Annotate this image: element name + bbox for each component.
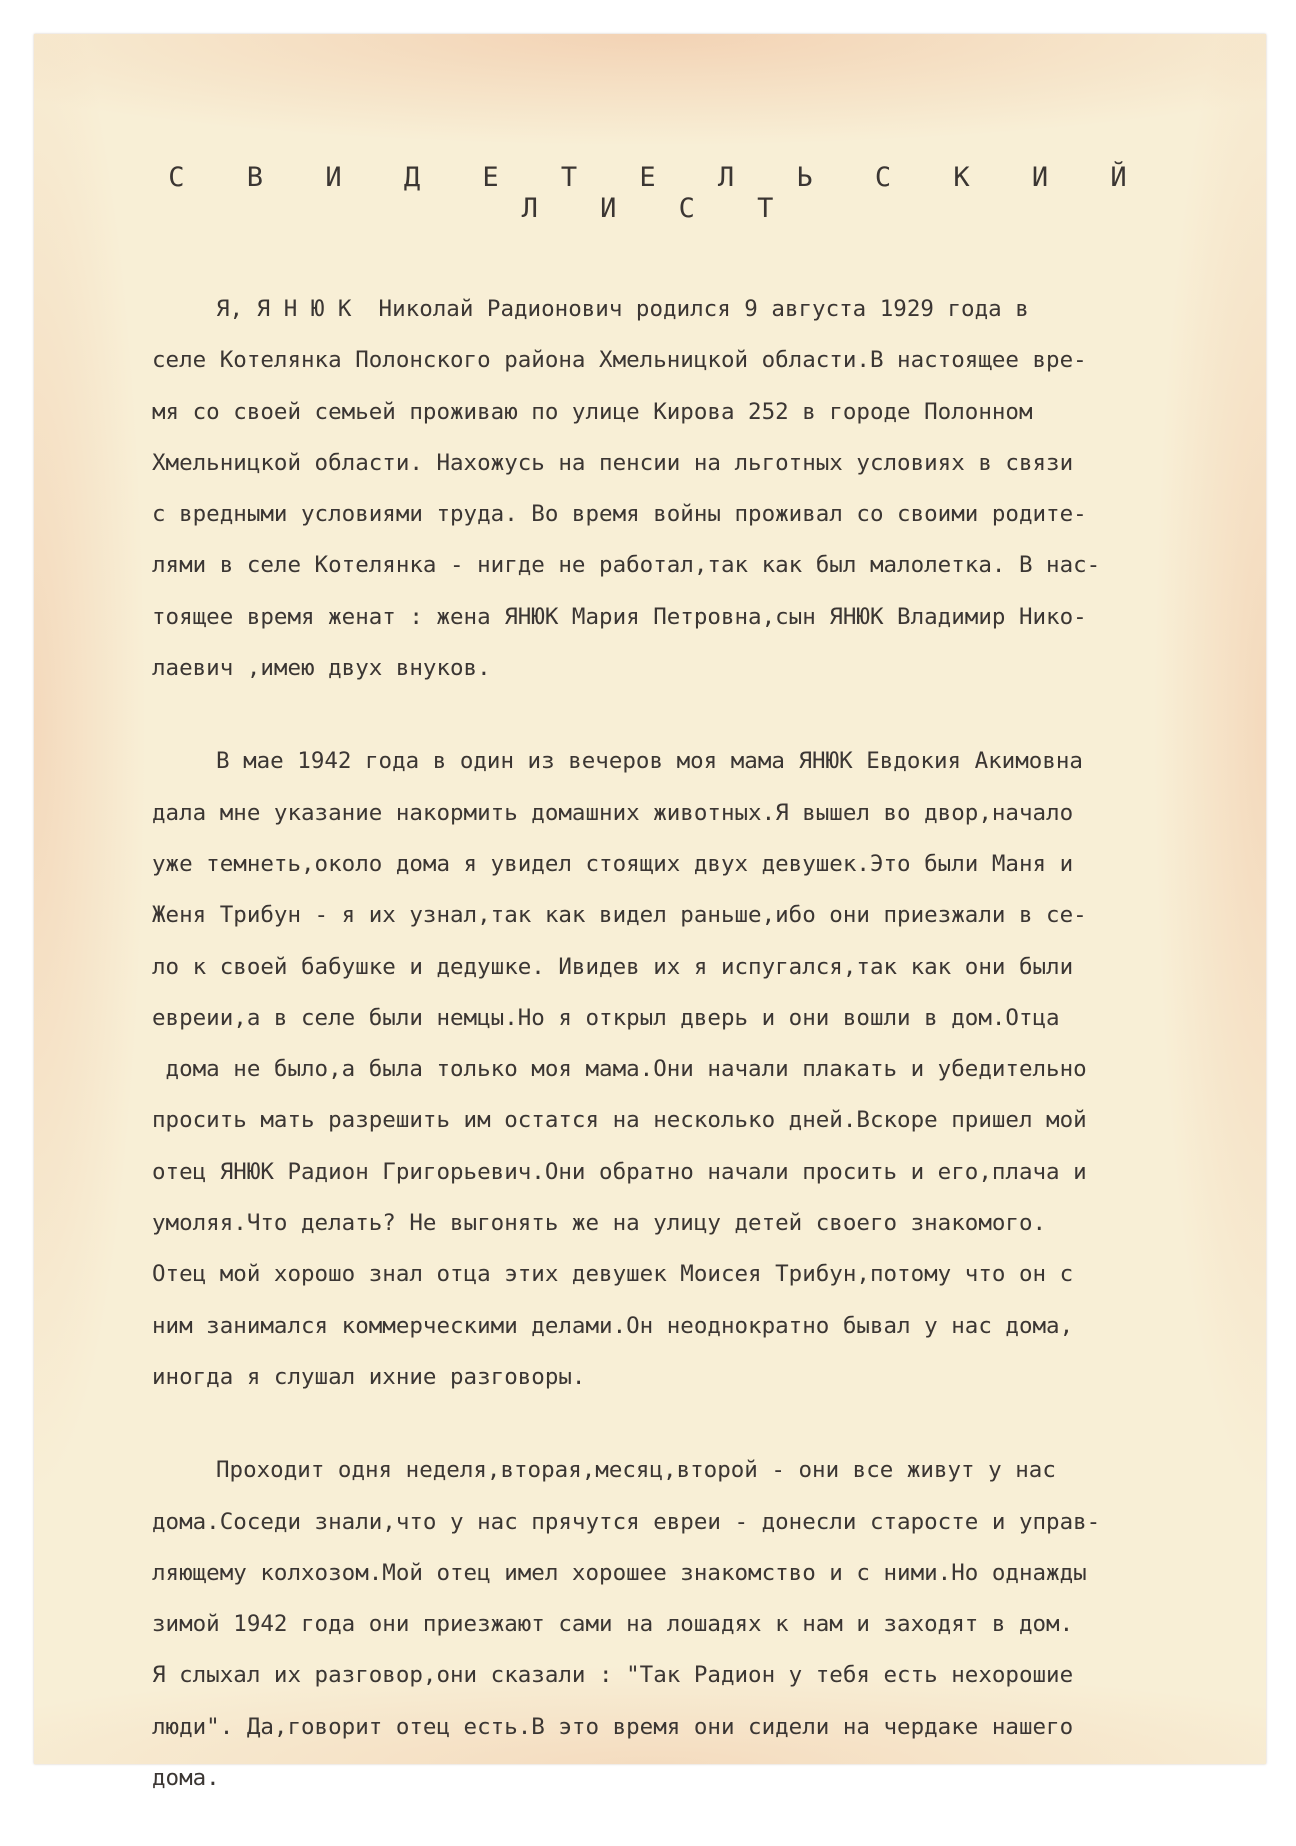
text-line: лями в селе Котелянка - нигде не работал,так как был малолетка. В нас- xyxy=(152,552,1101,579)
text-line: отец ЯНЮК Радион Григорьевич.Они обратно начали просить и его,плача и xyxy=(152,1158,1087,1185)
text-line: иногда я слушал ихние разговоры. xyxy=(152,1363,586,1390)
text-line: ло к своей бабушке и дедушке. Ивидев их я испугался,так как они были xyxy=(152,953,1074,980)
paragraph-2 xyxy=(152,736,1232,1403)
document-title: С В И Д Е Т Е Л Ь С К И Й Л И С Т xyxy=(168,162,1136,224)
text-line: мя со своей семьей проживаю по улице Кирова 252 в городе Полонном xyxy=(152,398,1033,425)
text-line: уже темнеть,около дома я увидел стоящих двух девушек.Это были Маня и xyxy=(152,850,1074,877)
text-line: Я, Я Н Ю К Николай Радионович родился 9 августа 1929 года в xyxy=(216,296,1029,322)
text-line: Женя Трибун - я их узнал,так как видел раньше,ибо они приезжали в се- xyxy=(152,902,1087,929)
text-line: зимой 1942 года они приезжают сами на лошадях к нам и заходят в дом. xyxy=(152,1611,1074,1638)
text-line: дома не было,а была только моя мама.Они начали плакать и убедительно xyxy=(152,1056,1087,1083)
text-line: люди". Да,говорит отец есть.В это время они сидели на чердаке нашего xyxy=(152,1713,1074,1740)
text-line: дома.Соседи знали,что у нас прячутся евреи - донесли старосте и управ- xyxy=(152,1508,1101,1535)
text-line: селе Котелянка Полонского района Хмельницкой области.В настоящее вре- xyxy=(152,347,1087,374)
text-line: умоляя.Что делать? Не выгонять же на улицу детей своего знакомого. xyxy=(152,1210,1047,1237)
text-line: дала мне указание накормить домашних животных.Я вышел во двор,начало xyxy=(152,799,1074,826)
text-line: Отец мой хорошо знал отца этих девушек Моисея Трибун,потому что он с xyxy=(152,1261,1074,1288)
text-line: с вредными условиями труда. Во время войны проживал со своими родите- xyxy=(152,501,1087,528)
text-line: В мае 1942 года в один из вечеров моя мама ЯНЮК Евдокия Акимовна xyxy=(216,748,1083,775)
text-line: тоящее время женат : жена ЯНЮК Мария Петровна,сын ЯНЮК Владимир Нико- xyxy=(152,603,1087,630)
text-line: просить мать разрешить им остатся на несколько дней.Вскоре пришел мой xyxy=(152,1107,1087,1134)
paragraph-1 xyxy=(152,284,1232,694)
text-line: ним занимался коммерческими делами.Он неоднократно бывал у нас дома, xyxy=(152,1312,1074,1339)
text-line: евреии,а в селе были немцы.Но я открыл дверь и они вошли в дом.Отца xyxy=(152,1004,1060,1031)
text-line: ляющему колхозом.Мой отец имел хорошее знакомство и с ними.Но однажды xyxy=(152,1559,1087,1586)
text-line: Я слыхал их разговор,они сказали : "Так Радион у тебя есть нехорошие xyxy=(152,1662,1074,1689)
text-line: Хмельницкой области. Нахожусь на пенсии на льготных условиях в связи xyxy=(152,449,1074,476)
text-line: Проходит одня неделя,вторая,месяц,второй - они все живут у нас xyxy=(216,1457,1056,1484)
text-line: лаевич ,имею двух внуков. xyxy=(152,655,491,682)
document-text xyxy=(152,162,1232,1846)
text-line: дома. xyxy=(152,1765,220,1792)
paragraph-3 xyxy=(152,1445,1232,1804)
